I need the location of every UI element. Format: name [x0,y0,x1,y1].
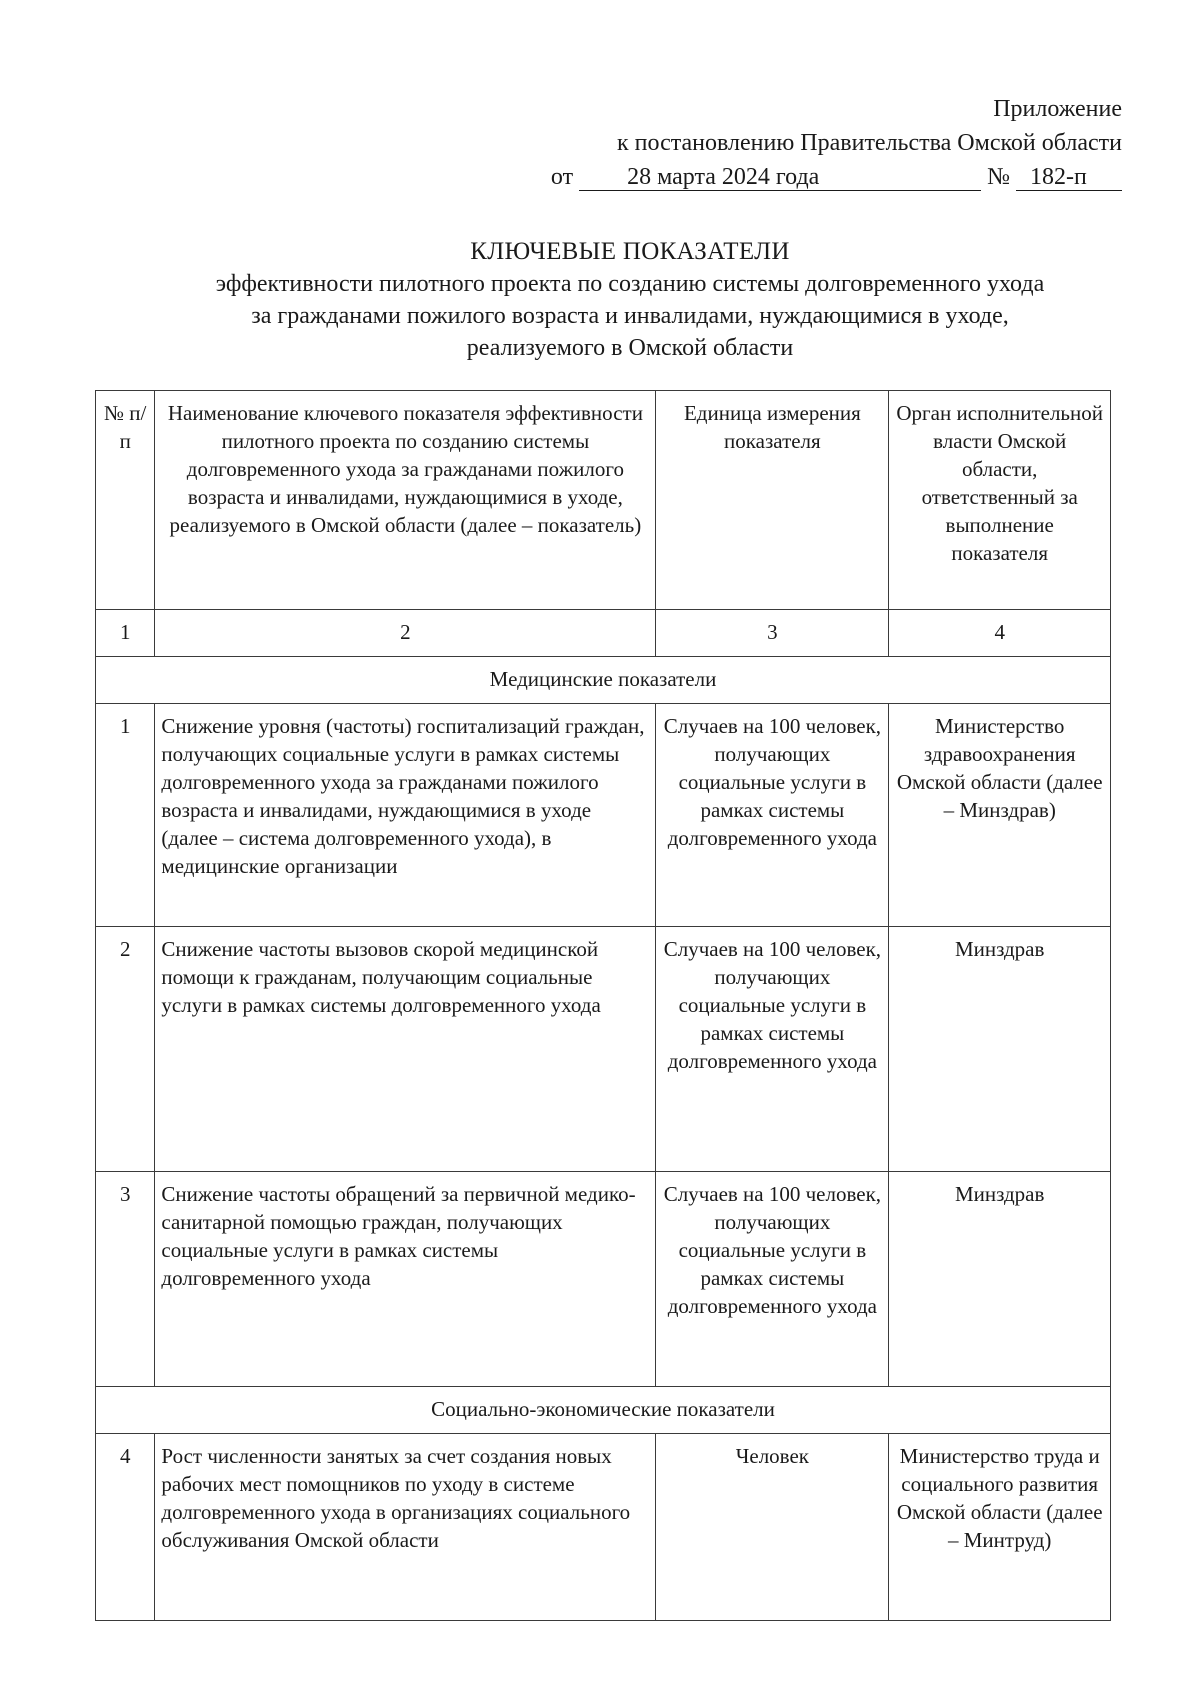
appendix-resolution-ref: к постановлению Правительства Омской области [616,130,1122,156]
column-number-4: 4 [889,610,1111,657]
column-number-1: 1 [96,610,155,657]
row-num: 2 [96,927,155,1172]
row-organ: Министерство труда и социального развития Омской области (далее – Минтруд) [889,1434,1111,1621]
section-title-social: Социально-экономические показатели [96,1387,1111,1434]
table-row [96,1434,1111,1621]
appendix-date-line [482,160,1122,194]
column-number-2: 2 [155,610,656,657]
row-unit: Случаев на 100 человек, получающих социальные услуги в рамках системы долговременного ухода [656,1172,889,1387]
row-num: 4 [96,1434,155,1621]
row-organ: Министерство здравоохранения Омской области (далее – Минздрав) [889,704,1111,927]
date-prefix: от [550,164,574,190]
table-row [96,927,1111,1172]
title-line-3: реализуемого в Омской области [466,335,794,361]
row-name: Снижение частоты обращений за первичной медико-санитарной помощью граждан, получающих социальные услуги в рамках системы долговременного ухода [155,1172,656,1387]
section-row-social [96,1387,1111,1434]
header-name: Наименование ключевого показателя эффективности пилотного проекта по созданию системы долговременного ухода за гражданами пожилого возраста и инвалидами, нуждающимися в уходе, реализуемого в Омской области (далее – показатель) [155,391,656,610]
title-line-1: эффективности пилотного проекта по созданию системы долговременного ухода [215,271,1045,297]
appendix-label: Приложение [993,96,1122,122]
number-sign: № [987,164,1010,190]
appendix-header [482,92,1122,194]
kpi-table [95,390,1111,1621]
header-num: № п/п [96,391,155,610]
row-unit: Случаев на 100 человек, получающих социальные услуги в рамках системы долговременного ухода [656,704,889,927]
document-title [0,236,1200,364]
row-organ: Минздрав [889,1172,1111,1387]
column-number-3: 3 [656,610,889,657]
row-name: Снижение уровня (частоты) госпитализаций граждан, получающих социальные услуги в рамках системы долговременного ухода за гражданами пожилого возраста и инвалидами, нуждающимися в уходе (далее – система долговременного ухода), в медицинские организации [155,704,656,927]
resolution-date: 28 марта 2024 года [579,164,981,191]
title-line-2: за гражданами пожилого возраста и инвалидами, нуждающимися в уходе, [251,303,1009,329]
resolution-number: 182-п [1016,164,1122,191]
row-unit: Человек [656,1434,889,1621]
header-unit: Единица измерения показателя [656,391,889,610]
section-row-medical [96,657,1111,704]
row-num: 3 [96,1172,155,1387]
title-main: КЛЮЧЕВЫЕ ПОКАЗАТЕЛИ [470,238,790,265]
header-organ: Орган исполнительной власти Омской области, ответственный за выполнение показателя [889,391,1111,610]
table-row [96,704,1111,927]
section-title-medical: Медицинские показатели [96,657,1111,704]
column-number-row [96,610,1111,657]
row-num: 1 [96,704,155,927]
row-unit: Случаев на 100 человек, получающих социальные услуги в рамках системы долговременного ухода [656,927,889,1172]
table-header-row [96,391,1111,610]
row-name: Снижение частоты вызовов скорой медицинской помощи к гражданам, получающим социальные услуги в рамках системы долговременного ухода [155,927,656,1172]
row-organ: Минздрав [889,927,1111,1172]
table-row [96,1172,1111,1387]
row-name: Рост численности занятых за счет создания новых рабочих мест помощников по уходу в системе долговременного ухода в организациях социального обслуживания Омской области [155,1434,656,1621]
